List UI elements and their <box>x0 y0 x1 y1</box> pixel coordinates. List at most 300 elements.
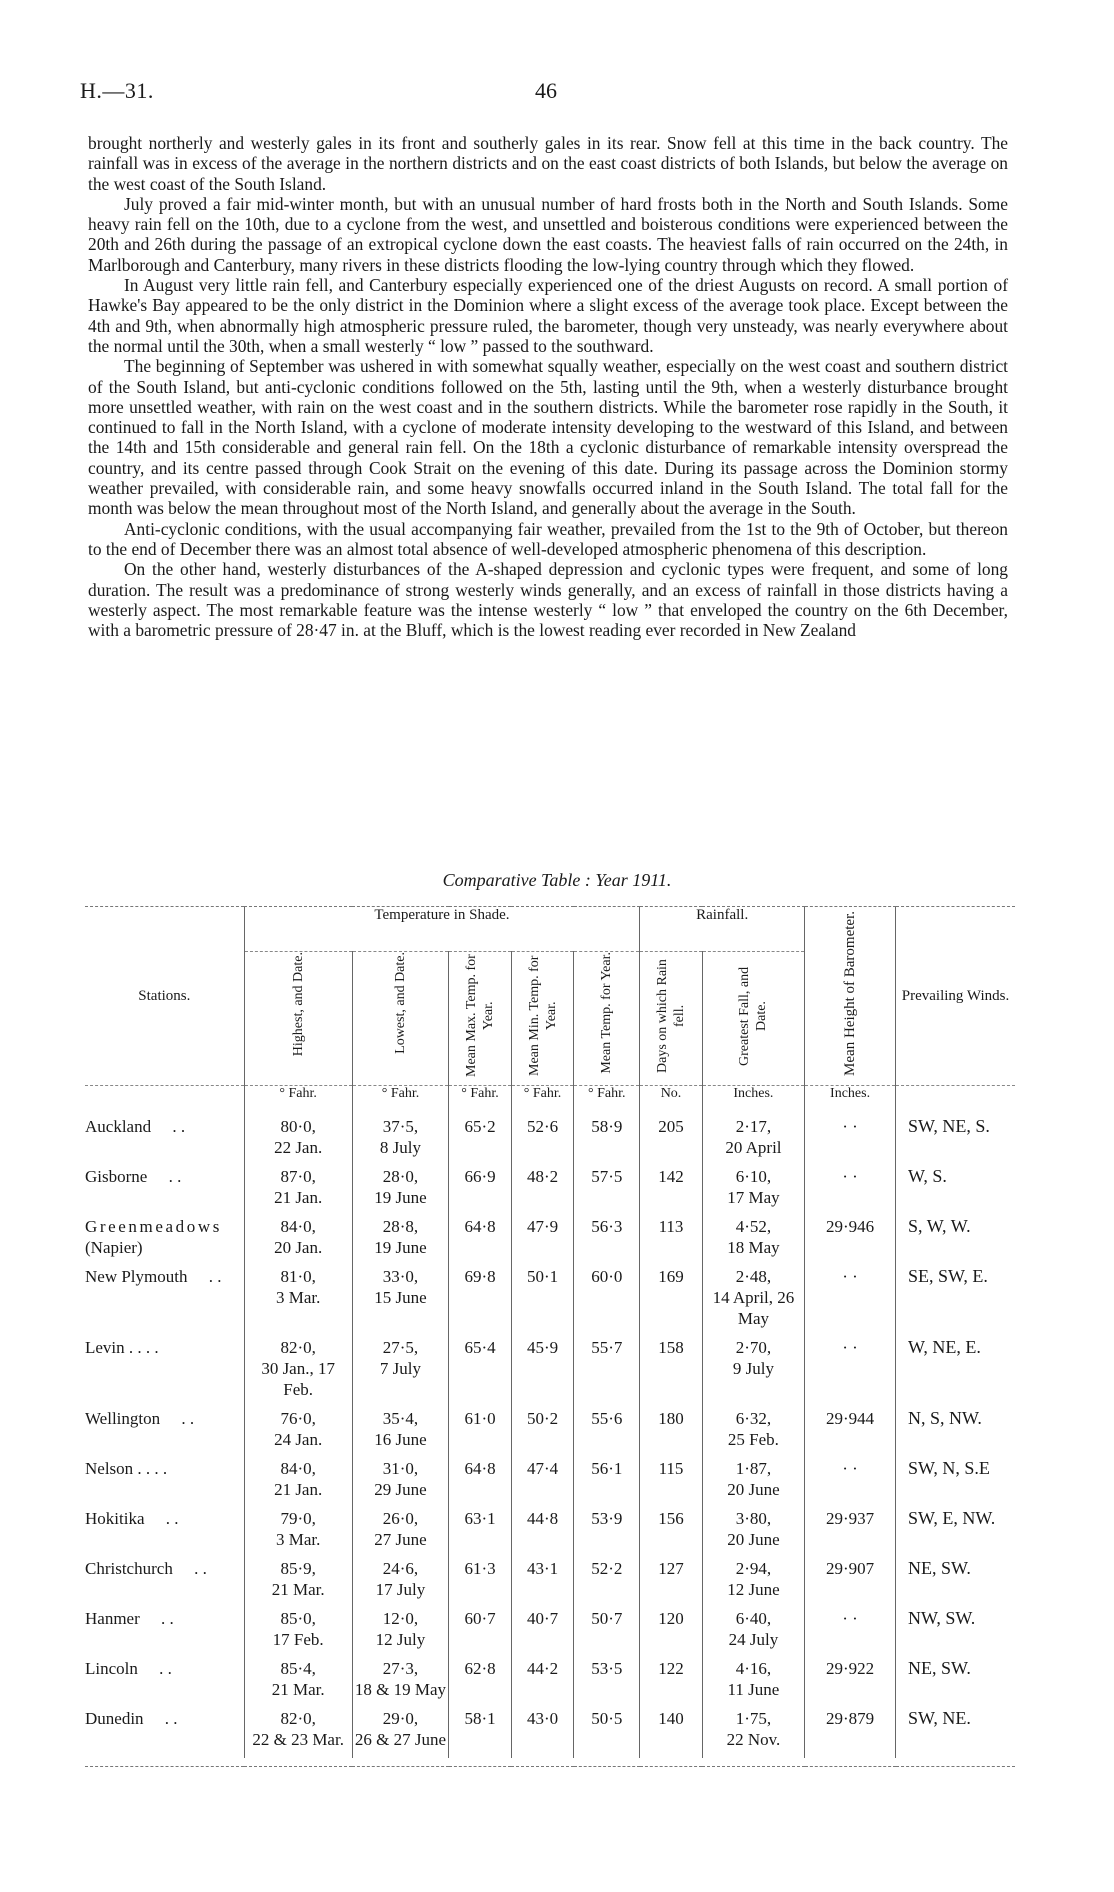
winds-cell <box>896 1658 1015 1700</box>
greatest-fall-cell <box>702 1508 804 1550</box>
greatest-fall-cell-text: 2·70, <box>735 1338 772 1357</box>
barometer-cell-text: 29·946 <box>825 1217 875 1236</box>
mean-temp-cell <box>574 1558 640 1600</box>
winds-cell <box>896 1266 1015 1329</box>
mean-min-cell-text: 48·2 <box>526 1167 559 1186</box>
mean-temp-cell-text: 56·3 <box>591 1217 623 1236</box>
rain-days-cell <box>640 1337 703 1400</box>
greatest-fall-header: Greatest Fall, and Date. <box>737 966 770 1066</box>
temperature-group-header: Temperature in Shade. <box>244 907 640 952</box>
lowest-header: Lowest, and Date. <box>392 952 408 1054</box>
station-name <box>85 1166 244 1208</box>
stations-header: Stations. <box>85 907 244 1086</box>
mean-max-cell-text: 58·1 <box>464 1709 496 1728</box>
barometer-cell-text: 29·922 <box>825 1659 875 1678</box>
mean-temp-cell-text: 58·9 <box>591 1117 623 1136</box>
winds-cell-text: NW, SW. <box>908 1608 976 1628</box>
mean-temp-cell <box>574 1166 640 1208</box>
greatest-fall-cell-text: 3·80, <box>735 1509 772 1528</box>
mean-max-cell-text: 65·4 <box>464 1338 496 1357</box>
station-name <box>85 1266 244 1329</box>
greatest-fall-cell <box>702 1116 804 1158</box>
greatest-fall-cell-text: 11 June <box>727 1680 780 1699</box>
lowest-cell <box>352 1266 449 1329</box>
paragraph: July proved a fair mid-winter month, but with an unusual number of hard frosts both in the North and South Islands. Some heavy rain fell on the 10th, due to a cyclone from the west, and unsettled and boisterous conditions were experienced between the 20th and 26th during the passage of an extropical cyclone down the east coasts. The heaviest falls of rain occurred on the 24th, in Marlborough and Canterbury, many rivers in these districts flooding the low-lying country through which they flowed. <box>88 193 1008 275</box>
mean-min-cell <box>511 1408 574 1450</box>
station-name-text: Levin <box>85 1338 125 1357</box>
greatest-fall-cell-text: 6·10, <box>735 1167 772 1186</box>
greatest-fall-cell-text: 2·48, <box>735 1267 772 1286</box>
mean-temp-cell <box>574 1658 640 1700</box>
highest-cell-text: 30 Jan., 17 Feb. <box>261 1359 335 1399</box>
station-name-text: Hanmer <box>85 1609 140 1628</box>
winds-cell <box>896 1708 1015 1750</box>
mean-max-cell-text: 65·2 <box>464 1117 496 1136</box>
table-row <box>85 1658 1015 1700</box>
barometer-cell <box>805 1408 896 1450</box>
lowest-cell-text: 27 June <box>374 1530 427 1549</box>
mean-max-cell <box>449 1558 512 1600</box>
mean-min-cell-text: 52·6 <box>526 1117 559 1136</box>
winds-header: Prevailing Winds. <box>896 907 1015 1086</box>
mean-min-cell <box>511 1337 574 1400</box>
mean-min-cell-text: 44·8 <box>526 1509 559 1528</box>
winds-cell <box>896 1116 1015 1158</box>
comparative-table <box>85 906 1015 1767</box>
table-row <box>85 1166 1015 1208</box>
mean-min-cell <box>511 1508 574 1550</box>
mean-max-cell <box>449 1508 512 1550</box>
mean-max-cell-text: 66·9 <box>464 1167 496 1186</box>
body-text <box>88 133 1008 640</box>
barometer-cell-text: 29·907 <box>825 1559 875 1578</box>
rain-days-cell-text: 140 <box>658 1709 684 1728</box>
lowest-cell-text: 18 & 19 May <box>354 1680 447 1699</box>
highest-cell-text: 84·0, <box>280 1217 316 1236</box>
highest-cell <box>244 1116 352 1158</box>
barometer-cell <box>805 1708 896 1750</box>
mean-temp-cell-text: 56·1 <box>591 1459 623 1478</box>
lowest-cell <box>352 1166 449 1208</box>
lowest-cell-text: 35·4, <box>382 1409 419 1428</box>
mean-max-cell-text: 63·1 <box>464 1509 496 1528</box>
units-row <box>85 1086 1015 1117</box>
mean-min-cell <box>511 1116 574 1158</box>
table-body <box>85 1116 1015 1758</box>
barometer-cell <box>805 1216 896 1258</box>
highest-cell-text: 87·0, <box>280 1167 316 1186</box>
mean-max-cell-text: 60·7 <box>464 1609 496 1628</box>
lowest-cell-text: 26 & 27 June <box>354 1730 447 1749</box>
rain-days-cell-text: 127 <box>658 1559 684 1578</box>
lowest-cell <box>352 1708 449 1750</box>
document-reference: H.—31. <box>80 78 154 103</box>
barometer-header: Mean Height of Barometer. <box>841 911 858 1076</box>
highest-cell <box>244 1608 352 1650</box>
highest-cell-text: 85·4, <box>280 1659 316 1678</box>
station-name <box>85 1408 244 1450</box>
mean-max-cell <box>449 1408 512 1450</box>
barometer-cell <box>805 1337 896 1400</box>
barometer-cell-text: 29·879 <box>825 1709 875 1728</box>
greatest-fall-cell-text: 24 July <box>728 1630 779 1649</box>
rain-days-cell <box>640 1216 703 1258</box>
highest-cell-text: 21 Jan. <box>274 1188 323 1207</box>
station-name <box>85 1558 244 1600</box>
rain-days-cell <box>640 1166 703 1208</box>
winds-cell <box>896 1558 1015 1600</box>
highest-cell-text: 81·0, <box>280 1267 316 1286</box>
greatest-fall-cell <box>702 1166 804 1208</box>
greatest-fall-cell <box>702 1337 804 1400</box>
barometer-cell <box>805 1266 896 1329</box>
greatest-fall-cell-text: 18 May <box>727 1238 780 1257</box>
winds-cell-text: SE, SW, E. <box>908 1266 988 1286</box>
mean-temp-cell-text: 60·0 <box>591 1267 623 1286</box>
mean-min-cell-text: 50·1 <box>526 1267 559 1286</box>
mean-min-header: Mean Min. Temp. for Year. <box>526 955 559 1077</box>
unit-label: ° Fahr. <box>449 1086 512 1117</box>
highest-cell-text: 80·0, <box>280 1117 316 1136</box>
mean-min-cell-text: 47·9 <box>526 1217 559 1236</box>
mean-max-cell-text: 69·8 <box>464 1267 496 1286</box>
mean-min-cell-text: 40·7 <box>526 1609 559 1628</box>
lowest-cell <box>352 1408 449 1450</box>
highest-cell <box>244 1408 352 1450</box>
highest-cell-text: 24 Jan. <box>274 1430 323 1449</box>
winds-cell <box>896 1337 1015 1400</box>
greatest-fall-cell <box>702 1608 804 1650</box>
lowest-cell-text: 19 June <box>374 1188 427 1207</box>
unit-label: ° Fahr. <box>574 1086 640 1117</box>
mean-min-cell <box>511 1658 574 1700</box>
leader-dots: . . . . <box>137 1459 168 1478</box>
highest-cell-text: 85·0, <box>280 1609 316 1628</box>
greatest-fall-cell <box>702 1708 804 1750</box>
highest-cell <box>244 1558 352 1600</box>
station-name <box>85 1658 244 1700</box>
mean-max-cell <box>449 1337 512 1400</box>
mean-max-cell <box>449 1166 512 1208</box>
greatest-fall-cell-text: 17 May <box>727 1188 780 1207</box>
mean-max-cell-text: 61·3 <box>464 1559 496 1578</box>
leader-dots: . . <box>168 1167 182 1186</box>
table-row <box>85 1216 1015 1258</box>
lowest-cell <box>352 1508 449 1550</box>
station-name <box>85 1216 244 1258</box>
greatest-fall-cell <box>702 1458 804 1500</box>
highest-cell <box>244 1166 352 1208</box>
lowest-cell-text: 12·0, <box>382 1609 419 1628</box>
table-row <box>85 1337 1015 1400</box>
greatest-fall-cell-text: 22 Nov. <box>726 1730 781 1749</box>
mean-min-cell-text: 43·1 <box>526 1559 559 1578</box>
lowest-cell-text: 28·8, <box>382 1217 419 1236</box>
highest-cell-text: 22 & 23 Mar. <box>252 1730 344 1749</box>
barometer-cell <box>805 1508 896 1550</box>
station-name-text: Christchurch <box>85 1559 173 1578</box>
greatest-fall-cell-text: 9 July <box>732 1359 774 1378</box>
lowest-cell <box>352 1116 449 1158</box>
lowest-cell-text: 31·0, <box>382 1459 419 1478</box>
barometer-cell-text: · · <box>842 1338 858 1357</box>
paragraph: On the other hand, westerly disturbances of the A-shaped depression and cyclonic types were frequent, and some of long duration. The result was a predominance of strong westerly winds generally, and an excess of rainfall in those districts having a westerly aspect. The most remarkable feature was the intense westerly “ low ” that enveloped the country on the 6th December, with a barometric pressure of 28·47 in. at the Bluff, which is the lowest reading ever recorded in New Zealand <box>88 559 1008 641</box>
mean-temp-cell-text: 55·7 <box>591 1338 623 1357</box>
mean-max-cell-text: 62·8 <box>464 1659 496 1678</box>
lowest-cell <box>352 1337 449 1400</box>
mean-max-cell-text: 64·8 <box>464 1459 496 1478</box>
mean-temp-cell-text: 52·2 <box>591 1559 623 1578</box>
highest-header: Highest, and Date. <box>290 952 306 1057</box>
greatest-fall-cell-text: 1·87, <box>735 1459 772 1478</box>
barometer-cell-text: · · <box>842 1167 858 1186</box>
lowest-cell-text: 26·0, <box>382 1509 419 1528</box>
lowest-cell-text: 29·0, <box>382 1709 419 1728</box>
lowest-cell-text: 12 July <box>375 1630 426 1649</box>
greatest-fall-cell-text: 20 April <box>725 1138 782 1157</box>
mean-min-cell-text: 44·2 <box>526 1659 559 1678</box>
barometer-cell-text: 29·937 <box>825 1509 875 1528</box>
highest-cell <box>244 1658 352 1700</box>
station-name-text: New Plymouth <box>85 1267 188 1286</box>
greatest-fall-cell-text: 2·94, <box>735 1559 772 1578</box>
table-row <box>85 1266 1015 1329</box>
leader-dots: . . <box>208 1267 222 1286</box>
highest-cell-text: 17 Feb. <box>272 1630 324 1649</box>
highest-cell-text: 3 Mar. <box>275 1288 321 1307</box>
table-row <box>85 1116 1015 1158</box>
station-name <box>85 1337 244 1400</box>
mean-temp-cell-text: 53·5 <box>591 1659 623 1678</box>
leader-dots: . . <box>164 1709 178 1728</box>
lowest-cell-text: 27·5, <box>382 1338 419 1357</box>
mean-min-cell <box>511 1558 574 1600</box>
mean-temp-header: Mean Temp. for Year. <box>599 952 615 1074</box>
rain-days-cell <box>640 1116 703 1158</box>
rain-days-cell-text: 122 <box>658 1659 684 1678</box>
rain-days-cell <box>640 1458 703 1500</box>
table-row <box>85 1558 1015 1600</box>
lowest-cell <box>352 1558 449 1600</box>
rain-days-cell-text: 142 <box>658 1167 684 1186</box>
leader-dots: . . <box>161 1609 174 1628</box>
mean-min-cell-text: 47·4 <box>526 1459 559 1478</box>
greatest-fall-cell-text: 4·52, <box>735 1217 772 1236</box>
winds-cell-text: S, W, W. <box>908 1216 971 1236</box>
mean-max-cell <box>449 1608 512 1650</box>
barometer-cell-text: · · <box>842 1459 858 1478</box>
rain-days-cell-text: 120 <box>658 1609 684 1628</box>
lowest-cell-text: 37·5, <box>382 1117 419 1136</box>
station-name <box>85 1458 244 1500</box>
highest-cell-text: 21 Jan. <box>274 1480 323 1499</box>
mean-max-cell <box>449 1708 512 1750</box>
lowest-cell-text: 24·6, <box>382 1559 419 1578</box>
winds-cell-text: W, S. <box>908 1166 947 1186</box>
rain-days-cell <box>640 1408 703 1450</box>
highest-cell <box>244 1508 352 1550</box>
winds-cell <box>896 1216 1015 1258</box>
unit-label: Inches. <box>702 1086 804 1117</box>
mean-temp-cell <box>574 1216 640 1258</box>
station-name-text: Lincoln <box>85 1659 138 1678</box>
station-name-text: Auckland <box>85 1117 152 1136</box>
mean-temp-cell-text: 55·6 <box>591 1409 623 1428</box>
barometer-cell-text: · · <box>842 1609 858 1628</box>
paragraph: In August very little rain fell, and Canterbury especially experienced one of the driest Augusts on record. A small portion of Hawke's Bay appeared to be the only district in the Dominion where a slight excess of the average took place. Except between the 4th and 9th, when abnormally high atmospheric pressure ruled, the barometer, though very unsteady, was nearly everywhere about the normal until the 30th, when a small westerly “ low ” passed to the southward. <box>88 275 1008 356</box>
rain-days-header: Days on which Rain fell. <box>655 959 687 1073</box>
highest-cell <box>244 1216 352 1258</box>
mean-max-cell-text: 61·0 <box>464 1409 496 1428</box>
table-row <box>85 1608 1015 1650</box>
highest-cell-text: 82·0, <box>280 1709 316 1728</box>
table-row <box>85 1508 1015 1550</box>
leader-dots: . . <box>181 1409 195 1428</box>
mean-temp-cell-text: 53·9 <box>591 1509 623 1528</box>
mean-max-header: Mean Max. Temp. for Year. <box>464 954 497 1078</box>
table-row <box>85 1708 1015 1750</box>
winds-cell <box>896 1408 1015 1450</box>
lowest-cell-text: 19 June <box>374 1238 427 1257</box>
highest-cell <box>244 1266 352 1329</box>
greatest-fall-cell <box>702 1216 804 1258</box>
mean-temp-cell <box>574 1116 640 1158</box>
barometer-cell <box>805 1558 896 1600</box>
greatest-fall-cell-text: 20 June <box>727 1480 780 1499</box>
leader-dots: . . . . <box>128 1338 159 1357</box>
greatest-fall-cell <box>702 1558 804 1600</box>
rain-days-cell-text: 158 <box>658 1338 684 1357</box>
rain-days-cell-text: 156 <box>658 1509 684 1528</box>
rain-days-cell <box>640 1658 703 1700</box>
winds-cell-text: SW, N, S.E <box>908 1458 990 1478</box>
highest-cell <box>244 1708 352 1750</box>
station-name-text: Gisborne <box>85 1167 148 1186</box>
mean-temp-cell <box>574 1458 640 1500</box>
leader-dots: . . <box>172 1117 186 1136</box>
rain-days-cell-text: 180 <box>658 1409 684 1428</box>
mean-max-cell <box>449 1116 512 1158</box>
mean-max-cell-text: 64·8 <box>464 1217 496 1236</box>
winds-cell <box>896 1608 1015 1650</box>
leader-dots: . . <box>159 1659 172 1678</box>
barometer-cell <box>805 1116 896 1158</box>
lowest-cell-text: 28·0, <box>382 1167 419 1186</box>
station-name-text: (Napier) <box>85 1238 143 1257</box>
unit-label: No. <box>640 1086 703 1117</box>
lowest-cell-text: 33·0, <box>382 1267 419 1286</box>
winds-cell <box>896 1508 1015 1550</box>
barometer-cell-text: 29·944 <box>825 1409 875 1428</box>
station-name <box>85 1508 244 1550</box>
lowest-cell <box>352 1608 449 1650</box>
station-name-text: Greenmeadows <box>85 1217 222 1236</box>
lowest-cell-text: 27·3, <box>382 1659 419 1678</box>
unit-label: Inches. <box>805 1086 896 1117</box>
greatest-fall-cell-text: 14 April, 26 May <box>712 1288 795 1328</box>
greatest-fall-cell <box>702 1266 804 1329</box>
winds-cell <box>896 1458 1015 1500</box>
table-title: Comparative Table : Year 1911. <box>442 870 672 890</box>
mean-min-cell <box>511 1708 574 1750</box>
station-name-text: Dunedin <box>85 1709 144 1728</box>
lowest-cell-text: 17 July <box>375 1580 426 1599</box>
station-name <box>85 1116 244 1158</box>
lowest-cell <box>352 1458 449 1500</box>
rain-days-cell <box>640 1266 703 1329</box>
highest-cell <box>244 1458 352 1500</box>
highest-cell-text: 21 Mar. <box>271 1580 325 1599</box>
rain-days-cell <box>640 1608 703 1650</box>
lowest-cell <box>352 1658 449 1700</box>
mean-min-cell-text: 43·0 <box>526 1709 559 1728</box>
mean-temp-cell-text: 50·5 <box>591 1709 623 1728</box>
rain-days-cell-text: 205 <box>658 1117 684 1136</box>
rain-days-cell <box>640 1558 703 1600</box>
paragraph: Anti-cyclonic conditions, with the usual accompanying fair weather, prevailed from the 1st to the 9th of October, but thereon to the end of December there was an almost total absence of well-developed atmospheric phenomena of this description. <box>88 518 1008 559</box>
mean-temp-cell <box>574 1408 640 1450</box>
mean-max-cell <box>449 1266 512 1329</box>
table-row <box>85 1458 1015 1500</box>
highest-cell-text: 20 Jan. <box>274 1238 323 1257</box>
winds-cell-text: SW, NE. <box>908 1708 971 1728</box>
barometer-cell <box>805 1608 896 1650</box>
greatest-fall-cell-text: 25 Feb. <box>727 1430 779 1449</box>
mean-temp-cell-text: 50·7 <box>591 1609 623 1628</box>
mean-min-cell <box>511 1608 574 1650</box>
rain-days-cell-text: 115 <box>658 1459 684 1478</box>
station-name-text: Wellington <box>85 1409 161 1428</box>
winds-cell-text: SW, E, NW. <box>908 1508 996 1528</box>
winds-cell-text: NE, SW. <box>908 1558 971 1578</box>
highest-cell-text: 21 Mar. <box>271 1680 325 1699</box>
barometer-cell-text: · · <box>842 1117 858 1136</box>
highest-cell-text: 3 Mar. <box>275 1530 321 1549</box>
lowest-cell <box>352 1216 449 1258</box>
rain-days-cell-text: 169 <box>658 1267 684 1286</box>
station-name-text: Hokitika <box>85 1509 145 1528</box>
greatest-fall-cell-text: 20 June <box>727 1530 780 1549</box>
station-name <box>85 1708 244 1750</box>
greatest-fall-cell-text: 2·17, <box>735 1117 772 1136</box>
leader-dots: . . <box>194 1559 207 1578</box>
winds-cell-text: N, S, NW. <box>908 1408 982 1428</box>
lowest-cell-text: 29 June <box>374 1480 427 1499</box>
winds-cell-text: W, NE, E. <box>908 1337 981 1357</box>
mean-min-cell-text: 45·9 <box>526 1338 559 1357</box>
mean-temp-cell <box>574 1266 640 1329</box>
paragraph: The beginning of September was ushered in with somewhat squally weather, especially on the west coast and southern district of the South Island, but anti-cyclonic conditions followed on the 5th, lasting until the 9th, when a westerly disturbance brought more unsettled weather, with rain on the west coast and in the southern districts. While the barometer rose rapidly in the South, it continued to fall in the North Island, with a cyclone of moderate intensity developing to the westward of this Island, and between the 14th and 15th considerable and general rain fell. On the 18th a cyclonic disturbance of remarkable intensity overspread the country, and its centre passed through Cook Strait on the evening of this date. During its passage across the Dominion stormy weather prevailed, with considerable rain, and some heavy snowfalls occurred inland in the South Island. The total fall for the month was below the mean throughout most of the North Island, and generally about the average in the South. <box>88 356 1008 519</box>
greatest-fall-cell <box>702 1658 804 1700</box>
mean-min-cell-text: 50·2 <box>526 1409 559 1428</box>
winds-cell-text: SW, NE, S. <box>908 1116 990 1136</box>
highest-cell-text: 76·0, <box>280 1409 316 1428</box>
barometer-cell <box>805 1658 896 1700</box>
page-number: 46 <box>535 78 557 103</box>
unit-label: ° Fahr. <box>352 1086 449 1117</box>
mean-temp-cell <box>574 1508 640 1550</box>
rain-days-cell <box>640 1508 703 1550</box>
rain-days-cell <box>640 1708 703 1750</box>
leader-dots: . . <box>165 1509 179 1528</box>
greatest-fall-cell <box>702 1408 804 1450</box>
barometer-cell-text: · · <box>842 1267 858 1286</box>
highest-cell-text: 85·9, <box>280 1559 316 1578</box>
mean-max-cell <box>449 1216 512 1258</box>
mean-min-cell <box>511 1458 574 1500</box>
mean-temp-cell-text: 57·5 <box>591 1167 623 1186</box>
rain-days-cell-text: 113 <box>658 1217 684 1236</box>
